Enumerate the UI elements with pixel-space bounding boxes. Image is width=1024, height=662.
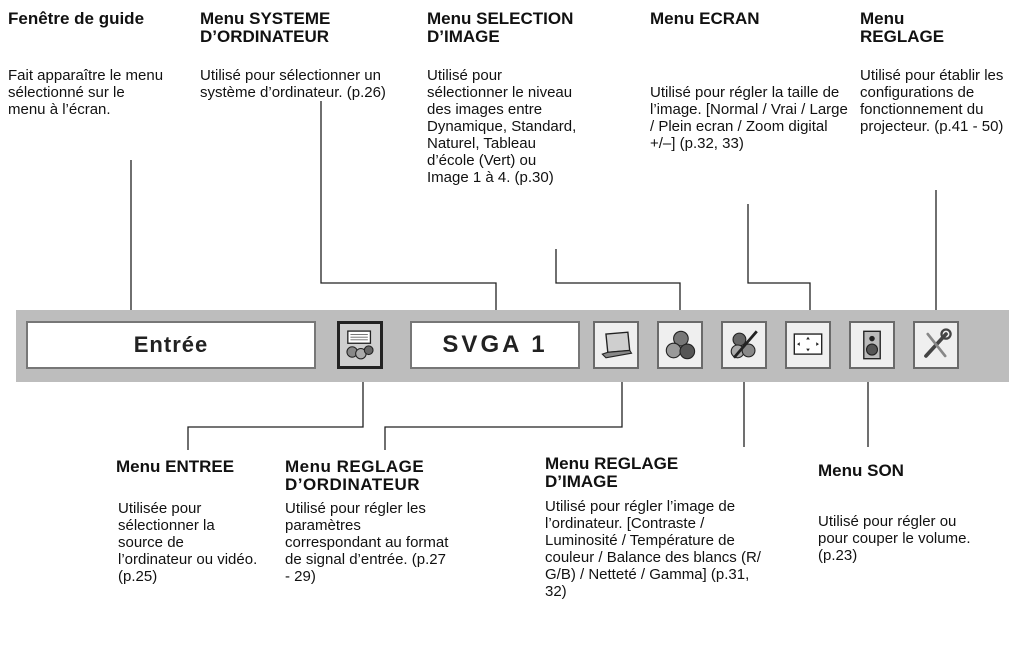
- image-adjust-menu-title: Menu REGLAGE D’IMAGE: [545, 454, 679, 491]
- pc-adjust-menu-desc: Utilisé pour régler les paramètres correspondant au format de signal d’entrée. (p.27 - 29): [285, 500, 449, 585]
- computer-adjust-icon[interactable]: [593, 321, 639, 369]
- input-icon[interactable]: [337, 321, 383, 369]
- input-label: Entrée: [133, 332, 209, 357]
- image-select-menu-title: Menu SELECTION D’IMAGE: [427, 9, 574, 46]
- setting-menu-desc: Utilisé pour établir les configurations de fonctionnement du projecteur. (p.41 - 50): [860, 67, 1004, 135]
- screen-menu-desc: Utilisé pour régler la taille de l’image. [Normal / Vrai / Large / Plein ecran / Zoom digital +/–] (p.32, 33): [650, 84, 848, 152]
- system-menu-desc: Utilisé pour sélectionner un système d’ordinateur. (p.26): [200, 67, 386, 101]
- screen-menu-title: Menu ECRAN: [650, 9, 760, 28]
- system-display-box: [410, 321, 580, 369]
- input-menu-desc: Utilisée pour sélectionner la source de l’ordinateur ou vidéo. (p.25): [118, 500, 258, 585]
- screen-icon[interactable]: [785, 321, 831, 369]
- setting-menu-title: Menu REGLAGE: [860, 9, 945, 46]
- sound-menu-title: Menu SON: [818, 461, 904, 480]
- guide-window-desc: Fait apparaître le menu sélectionné sur le menu à l’écran.: [8, 67, 164, 118]
- input-menu-title: Menu ENTREE: [116, 457, 235, 476]
- image-select-icon[interactable]: [657, 321, 703, 369]
- sound-icon[interactable]: [849, 321, 895, 369]
- system-value: SVGA 1: [442, 331, 548, 358]
- image-adjust-icon[interactable]: [721, 321, 767, 369]
- pc-adjust-menu-title: Menu REGLAGE D’ORDINATEUR: [285, 457, 425, 494]
- image-adjust-menu-desc: Utilisé pour régler l’image de l’ordinateur. [Contraste / Luminosité / Température de couleur / Balance des blancs (R/ G/B) / Netteté / Gamma] (p.31, 32): [545, 498, 761, 600]
- image-select-menu-desc: Utilisé pour sélectionner le niveau des images entre Dynamique, Standard, Naturel, Tableau d’école (Vert) ou Image 1 à 4. (p.30): [427, 67, 577, 186]
- input-display-box: [26, 321, 316, 369]
- sound-menu-desc: Utilisé pour régler ou pour couper le volume. (p.23): [818, 513, 971, 564]
- setting-icon[interactable]: [913, 321, 959, 369]
- guide-window-title: Fenêtre de guide: [8, 9, 145, 28]
- system-menu-title: Menu SYSTEME D’ORDINATEUR: [200, 9, 331, 46]
- menu-bar: [16, 310, 1009, 382]
